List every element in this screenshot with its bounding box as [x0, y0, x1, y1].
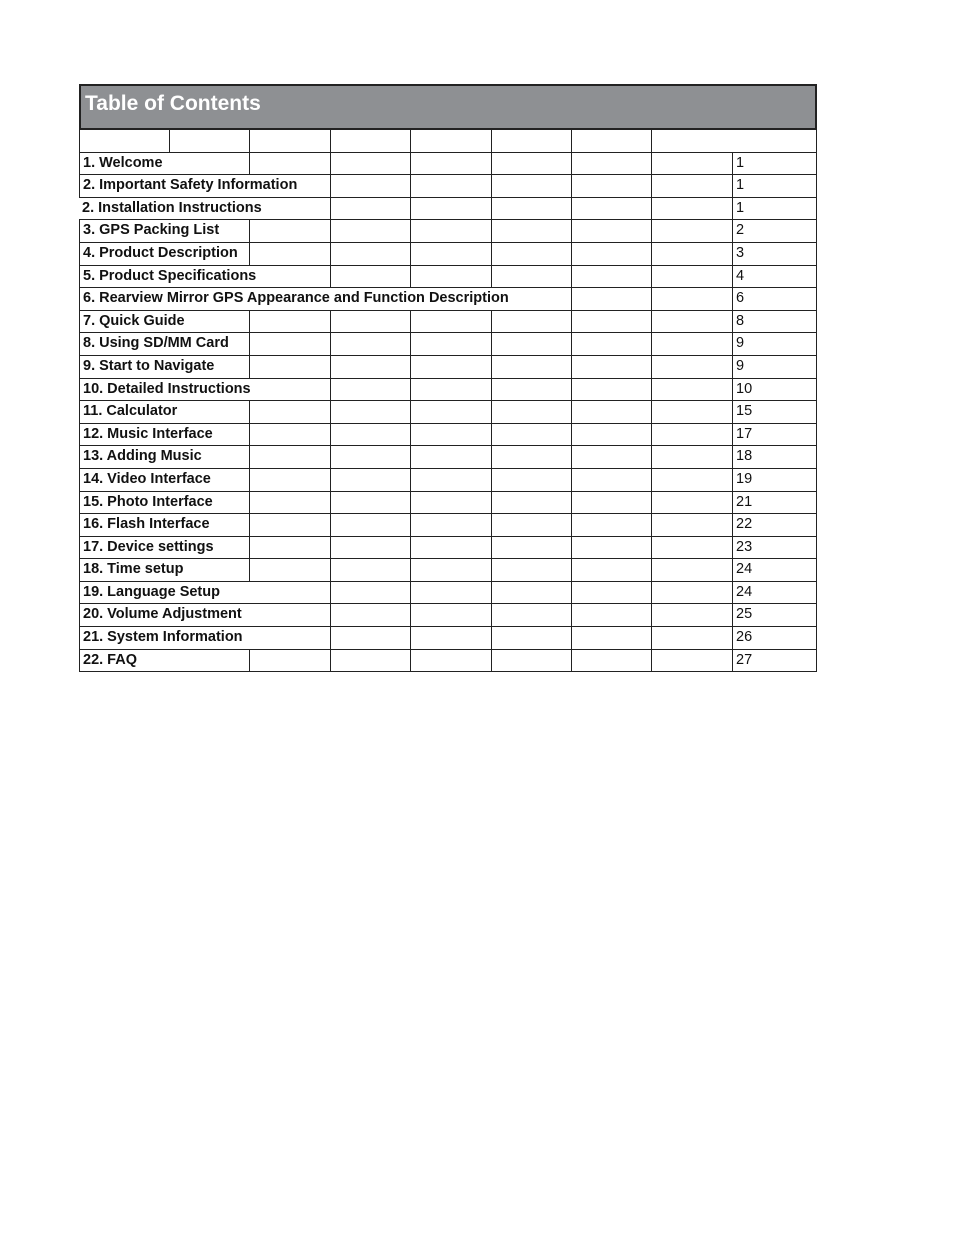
empty-cell	[651, 650, 732, 673]
toc-entry-label[interactable]: 4. Product Description	[79, 243, 249, 266]
empty-cell	[571, 130, 651, 153]
empty-cell	[330, 220, 410, 243]
empty-cell	[330, 153, 410, 176]
empty-cell	[249, 153, 330, 176]
empty-cell	[491, 446, 571, 469]
toc-entry-page: 21	[732, 492, 817, 515]
toc-entry-page: 4	[732, 266, 817, 289]
toc-entry-row[interactable]	[79, 627, 817, 650]
empty-cell	[410, 266, 491, 289]
empty-cell	[330, 356, 410, 379]
toc-entry-label[interactable]: 22. FAQ	[79, 650, 249, 673]
toc-entry-row[interactable]	[79, 175, 817, 198]
toc-entry-page: 18	[732, 446, 817, 469]
empty-cell	[651, 288, 732, 311]
empty-cell	[410, 220, 491, 243]
empty-cell	[651, 266, 732, 289]
toc-entry-row[interactable]	[79, 604, 817, 627]
empty-cell	[330, 492, 410, 515]
empty-cell	[491, 492, 571, 515]
empty-cell	[571, 559, 651, 582]
toc-entry-label[interactable]: 17. Device settings	[79, 537, 249, 560]
toc-entry-label[interactable]: 3. GPS Packing List	[79, 220, 249, 243]
empty-cell	[571, 401, 651, 424]
toc-entry-row[interactable]	[79, 333, 817, 356]
empty-cell	[571, 469, 651, 492]
empty-cell	[491, 627, 571, 650]
empty-cell	[571, 220, 651, 243]
toc-entry-page: 23	[732, 537, 817, 560]
toc-entry-label[interactable]: 13. Adding Music	[79, 446, 249, 469]
empty-cell	[571, 311, 651, 334]
empty-cell	[571, 198, 651, 221]
empty-cell	[330, 627, 410, 650]
empty-cell	[651, 424, 732, 447]
empty-cell	[571, 514, 651, 537]
toc-rows	[79, 130, 817, 672]
empty-cell	[651, 311, 732, 334]
empty-cell	[651, 559, 732, 582]
empty-cell	[491, 537, 571, 560]
empty-cell	[410, 424, 491, 447]
toc-entry-row[interactable]	[79, 559, 817, 582]
empty-cell	[651, 130, 817, 153]
empty-cell	[491, 379, 571, 402]
toc-entry-page: 15	[732, 401, 817, 424]
toc-entry-page: 25	[732, 604, 817, 627]
empty-cell	[571, 650, 651, 673]
empty-cell	[330, 130, 410, 153]
empty-cell	[330, 198, 410, 221]
toc-entry-label[interactable]: 7. Quick Guide	[79, 311, 249, 334]
empty-cell	[410, 469, 491, 492]
toc-entry-label[interactable]: 18. Time setup	[79, 559, 249, 582]
empty-cell	[169, 130, 249, 153]
toc-entry-page: 6	[732, 288, 817, 311]
toc-entry-label[interactable]: 5. Product Specifications	[79, 266, 330, 289]
toc-entry-row[interactable]	[79, 424, 817, 447]
toc-entry-row[interactable]	[79, 220, 817, 243]
empty-cell	[651, 220, 732, 243]
empty-cell	[491, 333, 571, 356]
empty-cell	[330, 243, 410, 266]
empty-cell	[249, 650, 330, 673]
empty-cell	[330, 424, 410, 447]
empty-cell	[491, 220, 571, 243]
empty-cell	[491, 582, 571, 605]
empty-cell	[410, 492, 491, 515]
empty-cell	[410, 514, 491, 537]
toc-entry-row[interactable]	[79, 243, 817, 266]
toc-entry-page: 27	[732, 650, 817, 673]
empty-cell	[249, 220, 330, 243]
toc-entry-page: 24	[732, 582, 817, 605]
toc-entry-page: 17	[732, 424, 817, 447]
empty-cell	[410, 198, 491, 221]
toc-entry-page: 1	[732, 198, 817, 221]
empty-cell	[651, 514, 732, 537]
empty-cell	[249, 514, 330, 537]
empty-cell	[410, 627, 491, 650]
empty-cell	[651, 627, 732, 650]
toc-title: Table of Contents	[79, 84, 817, 130]
toc-entry-page: 2	[732, 220, 817, 243]
empty-cell	[571, 379, 651, 402]
empty-cell	[410, 559, 491, 582]
empty-cell	[651, 469, 732, 492]
empty-cell	[330, 469, 410, 492]
toc-entry-page: 1	[732, 153, 817, 176]
empty-cell	[491, 153, 571, 176]
empty-cell	[249, 469, 330, 492]
empty-cell	[410, 604, 491, 627]
empty-cell	[330, 514, 410, 537]
empty-cell	[249, 424, 330, 447]
toc-entry-label[interactable]: 2. Important Safety Information	[79, 175, 330, 198]
empty-cell	[571, 627, 651, 650]
empty-cell	[249, 130, 330, 153]
empty-cell	[571, 604, 651, 627]
empty-cell	[330, 559, 410, 582]
empty-cell	[330, 582, 410, 605]
empty-cell	[491, 175, 571, 198]
toc-entry-page: 3	[732, 243, 817, 266]
empty-cell	[571, 537, 651, 560]
toc-entry-label[interactable]: 10. Detailed Instructions	[79, 379, 330, 402]
empty-cell	[491, 243, 571, 266]
table-of-contents	[79, 84, 817, 672]
empty-cell	[330, 175, 410, 198]
empty-cell	[571, 582, 651, 605]
empty-cell	[410, 356, 491, 379]
empty-cell	[571, 492, 651, 515]
empty-cell	[571, 266, 651, 289]
empty-cell	[571, 288, 651, 311]
empty-cell	[651, 604, 732, 627]
toc-entry-row[interactable]	[79, 650, 817, 673]
empty-cell	[651, 401, 732, 424]
toc-entry-row[interactable]	[79, 492, 817, 515]
toc-entry-label[interactable]: 19. Language Setup	[79, 582, 330, 605]
empty-cell	[249, 446, 330, 469]
toc-entry-row[interactable]	[79, 469, 817, 492]
empty-cell	[571, 243, 651, 266]
toc-entry-row[interactable]	[79, 582, 817, 605]
empty-cell	[651, 333, 732, 356]
toc-entry-label[interactable]: 9. Start to Navigate	[79, 356, 249, 379]
empty-cell	[330, 311, 410, 334]
empty-cell	[330, 333, 410, 356]
empty-cell	[491, 401, 571, 424]
empty-cell	[651, 446, 732, 469]
toc-entry-page: 1	[732, 175, 817, 198]
empty-cell	[410, 401, 491, 424]
empty-cell	[410, 311, 491, 334]
empty-cell	[410, 243, 491, 266]
toc-entry-row[interactable]	[79, 379, 817, 402]
toc-entry-row[interactable]	[79, 153, 817, 176]
toc-entry-label[interactable]: 20. Volume Adjustment	[79, 604, 330, 627]
empty-cell	[651, 356, 732, 379]
toc-entry-label[interactable]: 2. Installation Instructions	[79, 198, 330, 221]
toc-entry-page: 9	[732, 333, 817, 356]
toc-entry-label[interactable]: 6. Rearview Mirror GPS Appearance and Function Description	[79, 288, 571, 311]
empty-cell	[491, 424, 571, 447]
empty-cell	[330, 650, 410, 673]
empty-cell	[491, 514, 571, 537]
empty-cell	[249, 243, 330, 266]
empty-cell	[249, 356, 330, 379]
empty-cell	[651, 537, 732, 560]
empty-cell	[249, 401, 330, 424]
toc-entry-label[interactable]: 16. Flash Interface	[79, 514, 249, 537]
toc-entry-page: 22	[732, 514, 817, 537]
empty-cell	[249, 333, 330, 356]
empty-cell	[571, 446, 651, 469]
empty-cell	[491, 356, 571, 379]
empty-cell	[249, 311, 330, 334]
empty-cell	[410, 130, 491, 153]
toc-entry-row[interactable]	[79, 514, 817, 537]
toc-entry-page: 19	[732, 469, 817, 492]
empty-cell	[249, 537, 330, 560]
empty-cell	[571, 175, 651, 198]
toc-entry-row[interactable]	[79, 537, 817, 560]
empty-cell	[249, 559, 330, 582]
empty-cell	[79, 130, 169, 153]
toc-entry-label[interactable]: 21. System Information	[79, 627, 330, 650]
toc-entry-page: 26	[732, 627, 817, 650]
empty-cell	[410, 333, 491, 356]
empty-cell	[651, 175, 732, 198]
toc-entry-page: 8	[732, 311, 817, 334]
empty-cell	[491, 130, 571, 153]
toc-entry-row[interactable]	[79, 311, 817, 334]
empty-cell	[571, 333, 651, 356]
empty-cell	[491, 650, 571, 673]
toc-entry-label[interactable]: 12. Music Interface	[79, 424, 249, 447]
toc-entry-row[interactable]	[79, 266, 817, 289]
empty-cell	[571, 424, 651, 447]
empty-cell	[491, 311, 571, 334]
empty-cell	[651, 243, 732, 266]
empty-cell	[410, 537, 491, 560]
toc-entry-row[interactable]	[79, 198, 817, 221]
toc-entry-row[interactable]	[79, 288, 817, 311]
empty-cell	[651, 379, 732, 402]
empty-cell	[651, 492, 732, 515]
toc-entry-label[interactable]: 14. Video Interface	[79, 469, 249, 492]
empty-cell	[330, 446, 410, 469]
empty-cell	[491, 266, 571, 289]
empty-cell	[410, 379, 491, 402]
empty-cell	[330, 379, 410, 402]
toc-entry-label[interactable]: 8. Using SD/MM Card	[79, 333, 249, 356]
toc-entry-label[interactable]: 11. Calculator	[79, 401, 249, 424]
empty-cell	[410, 582, 491, 605]
toc-entry-page: 24	[732, 559, 817, 582]
empty-cell	[249, 492, 330, 515]
empty-cell	[330, 401, 410, 424]
empty-cell	[330, 537, 410, 560]
empty-cell	[330, 604, 410, 627]
empty-cell	[491, 559, 571, 582]
empty-cell	[410, 446, 491, 469]
empty-cell	[571, 153, 651, 176]
empty-cell	[410, 650, 491, 673]
empty-cell	[571, 356, 651, 379]
toc-entry-label[interactable]: 1. Welcome	[79, 153, 249, 176]
empty-cell	[651, 582, 732, 605]
toc-entry-page: 10	[732, 379, 817, 402]
empty-cell	[491, 469, 571, 492]
empty-cell	[651, 153, 732, 176]
empty-cell	[651, 198, 732, 221]
empty-cell	[491, 198, 571, 221]
empty-cell	[410, 153, 491, 176]
empty-cell	[330, 266, 410, 289]
toc-entry-page: 9	[732, 356, 817, 379]
toc-spacer-row	[79, 130, 817, 153]
toc-entry-row[interactable]	[79, 356, 817, 379]
empty-cell	[491, 604, 571, 627]
toc-entry-row[interactable]	[79, 446, 817, 469]
toc-entry-row[interactable]	[79, 401, 817, 424]
empty-cell	[410, 175, 491, 198]
toc-entry-label[interactable]: 15. Photo Interface	[79, 492, 249, 515]
